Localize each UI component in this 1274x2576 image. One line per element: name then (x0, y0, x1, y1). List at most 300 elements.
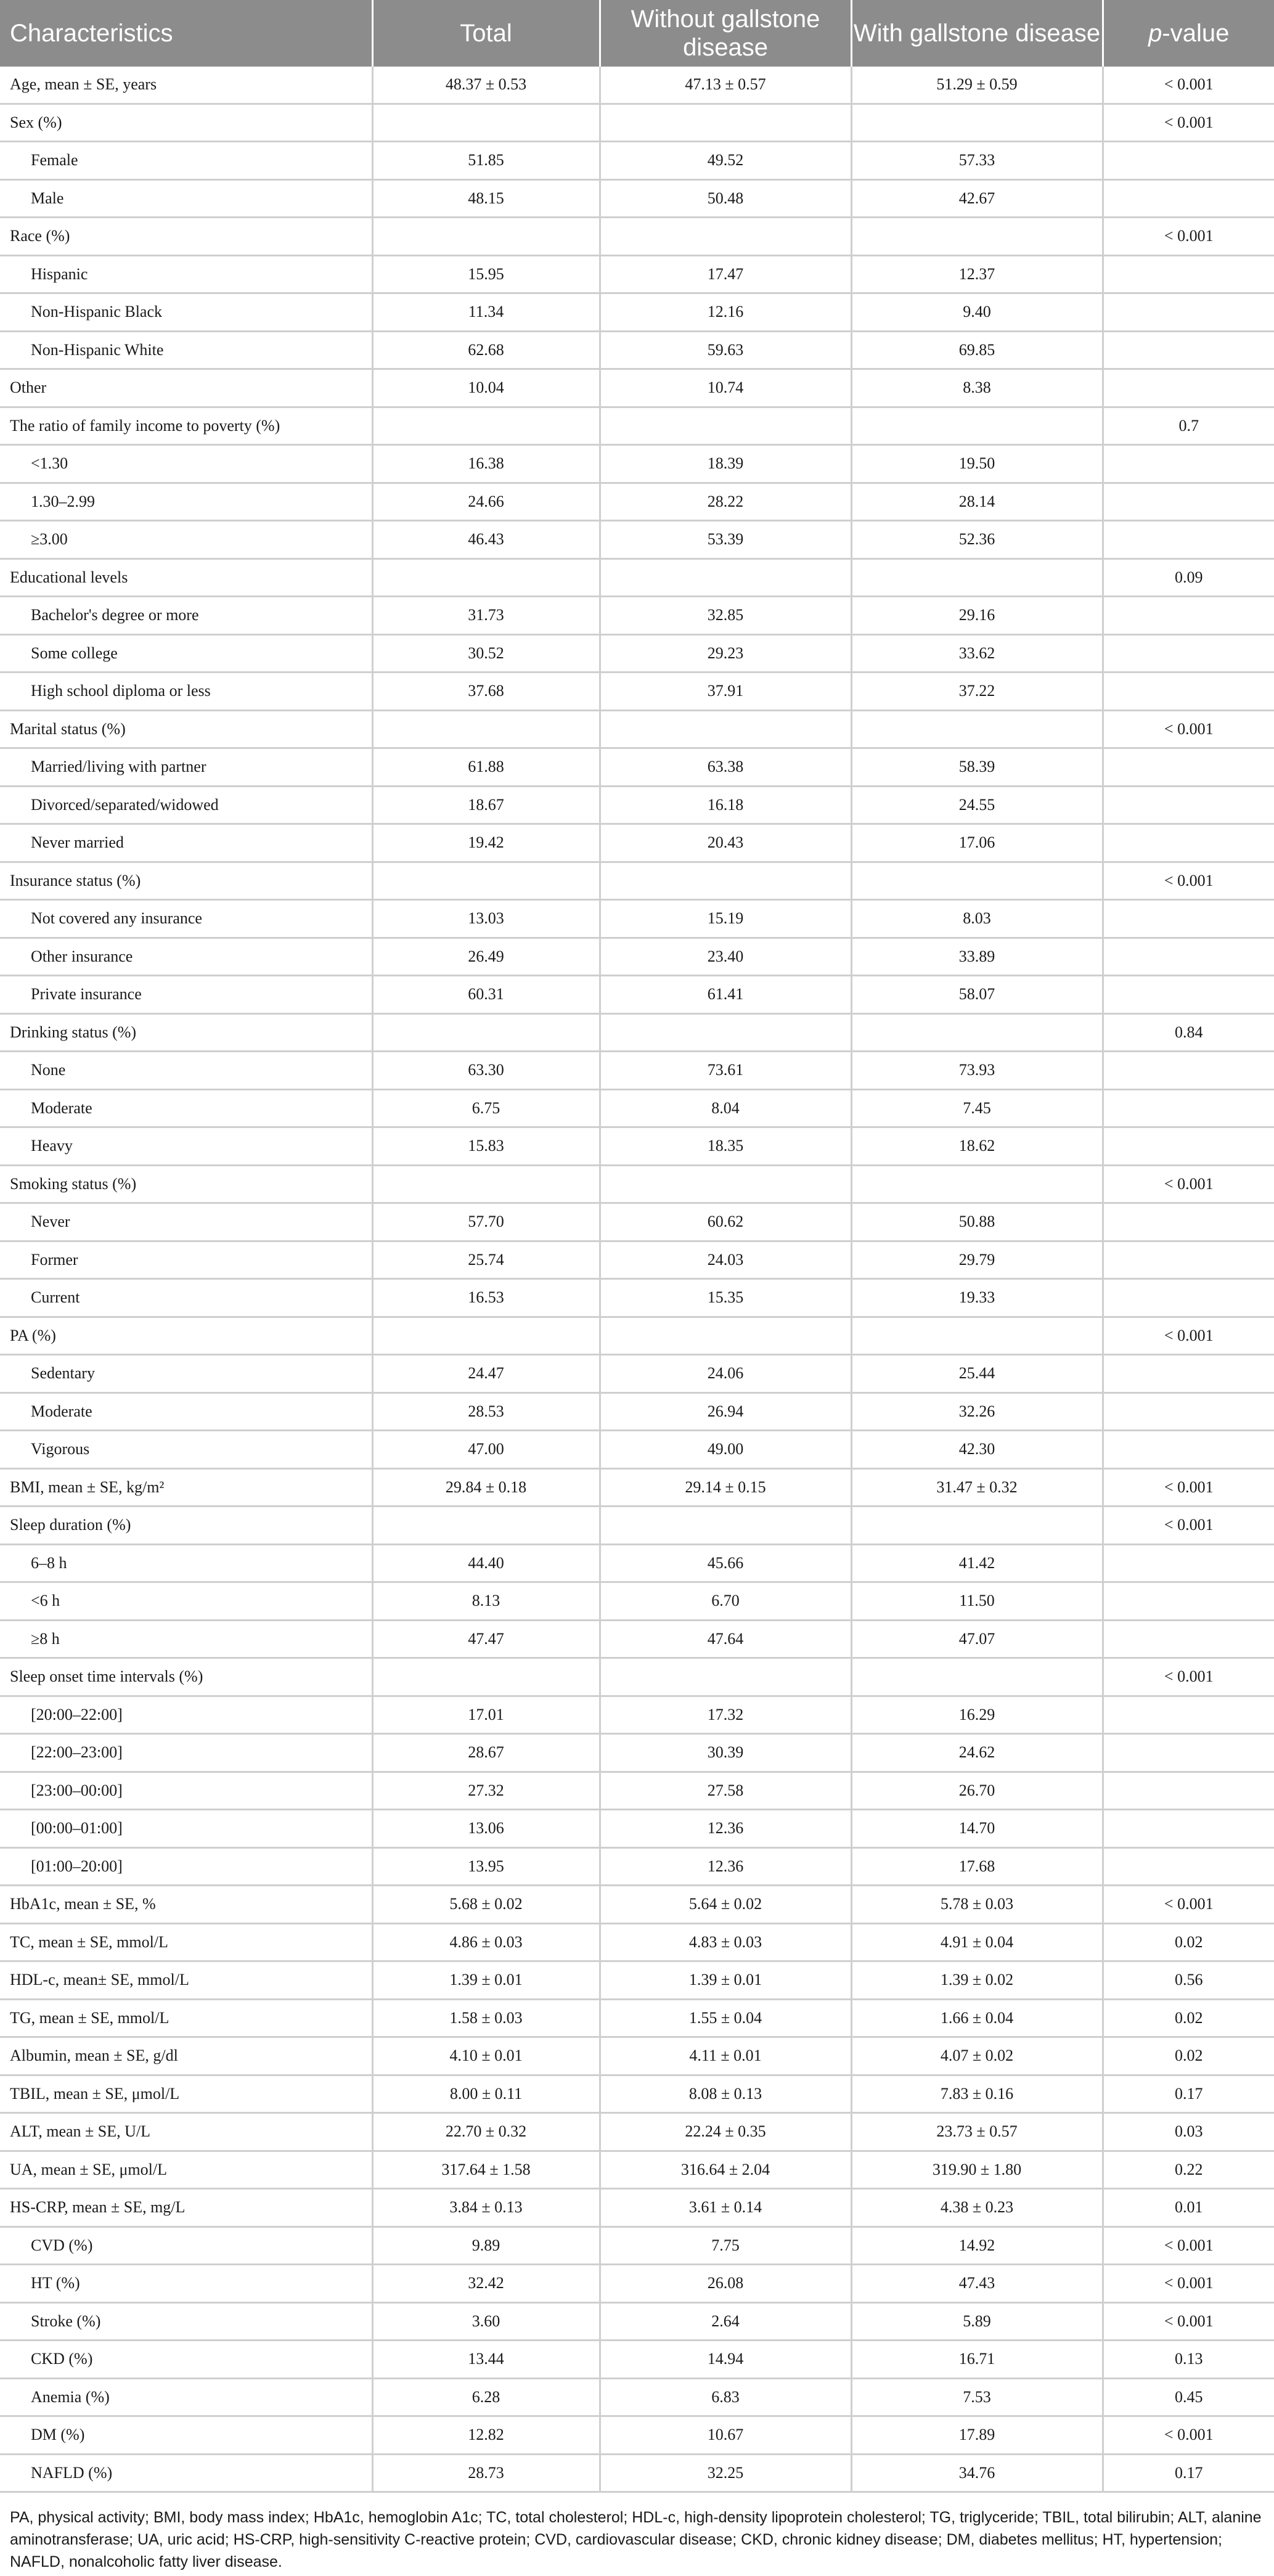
cell-with-gallstone: 69.85 (851, 331, 1103, 369)
row-label: Male (0, 179, 372, 218)
cell-with-gallstone: 5.78 ± 0.03 (851, 1886, 1103, 1924)
table-body (0, 67, 1274, 2492)
cell-with-gallstone: 23.73 ± 0.57 (851, 2113, 1103, 2151)
cell-total: 48.37 ± 0.53 (372, 67, 600, 104)
cell-with-gallstone: 47.43 (851, 2265, 1103, 2303)
cell-total: 47.00 (372, 1431, 600, 1469)
cell-p-value: 0.22 (1103, 2151, 1274, 2189)
table-row (0, 1999, 1274, 2037)
cell-with-gallstone: 29.79 (851, 1241, 1103, 1279)
table-row (0, 634, 1274, 673)
table-row (0, 445, 1274, 483)
cell-total: 46.43 (372, 521, 600, 559)
cell-p-value (1103, 369, 1274, 407)
row-label: Marital status (%) (0, 710, 372, 748)
cell-with-gallstone: 5.89 (851, 2302, 1103, 2341)
cell-with-gallstone (851, 218, 1103, 256)
cell-total: 9.89 (372, 2226, 600, 2265)
row-label: <1.30 (0, 445, 372, 483)
row-label: [01:00–20:00] (0, 1847, 372, 1886)
cell-with-gallstone: 34.76 (851, 2454, 1103, 2492)
row-label: Non-Hispanic Black (0, 293, 372, 332)
cell-p-value (1103, 1355, 1274, 1393)
header-row (0, 0, 1274, 67)
table-row (0, 2151, 1274, 2189)
cell-without-gallstone: 5.64 ± 0.02 (600, 1886, 851, 1924)
table-row (0, 976, 1274, 1014)
cell-without-gallstone: 4.11 ± 0.01 (600, 2037, 851, 2075)
cell-without-gallstone (600, 1165, 851, 1203)
table-row (0, 293, 1274, 332)
cell-p-value: < 0.001 (1103, 2416, 1274, 2455)
cell-p-value (1103, 255, 1274, 293)
table-row (0, 938, 1274, 976)
cell-without-gallstone: 18.39 (600, 445, 851, 483)
row-label: Drinking status (%) (0, 1013, 372, 1052)
cell-without-gallstone: 4.83 ± 0.03 (600, 1923, 851, 1961)
header-without-gallstone: Without gallstone disease (600, 0, 851, 67)
table-row (0, 900, 1274, 938)
cell-without-gallstone (600, 104, 851, 142)
table-row (0, 1127, 1274, 1166)
cell-total: 6.28 (372, 2378, 600, 2416)
cell-without-gallstone: 12.16 (600, 293, 851, 332)
cell-total: 28.67 (372, 1734, 600, 1772)
cell-without-gallstone: 15.35 (600, 1279, 851, 1317)
cell-with-gallstone: 26.70 (851, 1772, 1103, 1810)
row-label: ALT, mean ± SE, U/L (0, 2113, 372, 2151)
table-row (0, 1658, 1274, 1696)
table-row (0, 1810, 1274, 1848)
cell-without-gallstone: 10.74 (600, 369, 851, 407)
row-label: Sleep onset time intervals (%) (0, 1658, 372, 1696)
cell-total (372, 407, 600, 445)
cell-without-gallstone: 316.64 ± 2.04 (600, 2151, 851, 2189)
cell-with-gallstone: 18.62 (851, 1127, 1103, 1166)
row-label: Female (0, 142, 372, 180)
cell-total: 28.73 (372, 2454, 600, 2492)
cell-total: 25.74 (372, 1241, 600, 1279)
cell-without-gallstone (600, 1658, 851, 1696)
cell-with-gallstone: 50.88 (851, 1203, 1103, 1241)
table-row (0, 824, 1274, 862)
cell-with-gallstone: 1.66 ± 0.04 (851, 1999, 1103, 2037)
cell-total: 13.03 (372, 900, 600, 938)
table-row (0, 2378, 1274, 2416)
cell-without-gallstone: 73.61 (600, 1052, 851, 1090)
cell-without-gallstone: 1.55 ± 0.04 (600, 1999, 851, 2037)
header-with-gallstone: With gallstone disease (851, 0, 1103, 67)
cell-p-value (1103, 1620, 1274, 1658)
cell-with-gallstone: 17.68 (851, 1847, 1103, 1886)
cell-p-value: 0.09 (1103, 558, 1274, 597)
row-label: HbA1c, mean ± SE, % (0, 1886, 372, 1924)
cell-p-value (1103, 293, 1274, 332)
cell-with-gallstone: 32.26 (851, 1392, 1103, 1431)
cell-p-value (1103, 1431, 1274, 1469)
cell-p-value (1103, 1847, 1274, 1886)
cell-with-gallstone: 17.06 (851, 824, 1103, 862)
cell-total: 3.60 (372, 2302, 600, 2341)
row-label: UA, mean ± SE, μmol/L (0, 2151, 372, 2189)
cell-p-value: 0.02 (1103, 1923, 1274, 1961)
cell-total (372, 1317, 600, 1355)
table-row (0, 1961, 1274, 2000)
cell-p-value (1103, 1696, 1274, 1734)
cell-without-gallstone: 12.36 (600, 1810, 851, 1848)
cell-without-gallstone: 60.62 (600, 1203, 851, 1241)
cell-without-gallstone: 32.85 (600, 597, 851, 635)
cell-with-gallstone: 14.92 (851, 2226, 1103, 2265)
table-header (0, 0, 1274, 67)
cell-p-value (1103, 786, 1274, 824)
cell-total: 13.95 (372, 1847, 600, 1886)
cell-with-gallstone: 42.67 (851, 179, 1103, 218)
row-label: HT (%) (0, 2265, 372, 2303)
row-label: Moderate (0, 1089, 372, 1127)
cell-total: 28.53 (372, 1392, 600, 1431)
table-row (0, 1279, 1274, 1317)
cell-without-gallstone (600, 558, 851, 597)
row-label: Race (%) (0, 218, 372, 256)
cell-total: 3.84 ± 0.13 (372, 2189, 600, 2227)
cell-total (372, 1013, 600, 1052)
table-row (0, 2226, 1274, 2265)
table-row (0, 1620, 1274, 1658)
cell-total: 24.47 (372, 1355, 600, 1393)
cell-total: 15.83 (372, 1127, 600, 1166)
table-row (0, 710, 1274, 748)
row-label: 6–8 h (0, 1544, 372, 1582)
cell-p-value (1103, 1810, 1274, 1848)
cell-total: 10.04 (372, 369, 600, 407)
table-row (0, 1392, 1274, 1431)
cell-total: 26.49 (372, 938, 600, 976)
cell-total: 61.88 (372, 748, 600, 787)
header-characteristics: Characteristics (0, 0, 372, 67)
row-label: ≥3.00 (0, 521, 372, 559)
cell-total: 13.06 (372, 1810, 600, 1848)
cell-without-gallstone: 10.67 (600, 2416, 851, 2455)
cell-without-gallstone: 15.19 (600, 900, 851, 938)
cell-with-gallstone: 58.39 (851, 748, 1103, 787)
row-label: [22:00–23:00] (0, 1734, 372, 1772)
cell-p-value: 0.7 (1103, 407, 1274, 445)
cell-total: 15.95 (372, 255, 600, 293)
cell-with-gallstone: 16.71 (851, 2341, 1103, 2379)
cell-p-value: < 0.001 (1103, 104, 1274, 142)
cell-p-value: < 0.001 (1103, 1507, 1274, 1545)
table-row (0, 748, 1274, 787)
row-label: Other insurance (0, 938, 372, 976)
table-row (0, 255, 1274, 293)
cell-with-gallstone: 4.07 ± 0.02 (851, 2037, 1103, 2075)
cell-without-gallstone: 49.52 (600, 142, 851, 180)
cell-with-gallstone (851, 407, 1103, 445)
cell-p-value (1103, 976, 1274, 1014)
cell-with-gallstone: 41.42 (851, 1544, 1103, 1582)
row-label: TBIL, mean ± SE, μmol/L (0, 2075, 372, 2113)
cell-with-gallstone: 1.39 ± 0.02 (851, 1961, 1103, 2000)
cell-total: 37.68 (372, 673, 600, 711)
cell-p-value (1103, 1772, 1274, 1810)
cell-total: 16.53 (372, 1279, 600, 1317)
cell-with-gallstone: 57.33 (851, 142, 1103, 180)
table-row (0, 1923, 1274, 1961)
cell-p-value: 0.02 (1103, 2037, 1274, 2075)
cell-total: 27.32 (372, 1772, 600, 1810)
table-row (0, 1468, 1274, 1507)
row-label: Divorced/separated/widowed (0, 786, 372, 824)
cell-with-gallstone (851, 1658, 1103, 1696)
cell-with-gallstone: 24.62 (851, 1734, 1103, 1772)
cell-without-gallstone (600, 710, 851, 748)
table-row (0, 1507, 1274, 1545)
table-row (0, 179, 1274, 218)
cell-p-value (1103, 1734, 1274, 1772)
row-label: Some college (0, 634, 372, 673)
cell-with-gallstone: 31.47 ± 0.32 (851, 1468, 1103, 1507)
cell-p-value: < 0.001 (1103, 1658, 1274, 1696)
row-label: Never married (0, 824, 372, 862)
row-label: HDL-c, mean± SE, mmol/L (0, 1961, 372, 2000)
cell-without-gallstone (600, 1317, 851, 1355)
table-row (0, 2037, 1274, 2075)
table-row (0, 218, 1274, 256)
row-label: [20:00–22:00] (0, 1696, 372, 1734)
cell-without-gallstone: 49.00 (600, 1431, 851, 1469)
cell-without-gallstone: 29.14 ± 0.15 (600, 1468, 851, 1507)
row-label: Sedentary (0, 1355, 372, 1393)
cell-p-value: 0.13 (1103, 2341, 1274, 2379)
cell-without-gallstone: 1.39 ± 0.01 (600, 1961, 851, 2000)
cell-p-value (1103, 483, 1274, 521)
cell-total: 317.64 ± 1.58 (372, 2151, 600, 2189)
row-label: Stroke (%) (0, 2302, 372, 2341)
table-row (0, 2113, 1274, 2151)
cell-with-gallstone (851, 1507, 1103, 1545)
row-label: CVD (%) (0, 2226, 372, 2265)
cell-total (372, 710, 600, 748)
row-label: Vigorous (0, 1431, 372, 1469)
cell-total: 8.00 ± 0.11 (372, 2075, 600, 2113)
row-label: DM (%) (0, 2416, 372, 2455)
cell-with-gallstone (851, 104, 1103, 142)
cell-with-gallstone: 16.29 (851, 1696, 1103, 1734)
table-row (0, 1241, 1274, 1279)
cell-with-gallstone: 19.33 (851, 1279, 1103, 1317)
cell-total: 13.44 (372, 2341, 600, 2379)
row-label: Sex (%) (0, 104, 372, 142)
row-label: Anemia (%) (0, 2378, 372, 2416)
cell-total: 24.66 (372, 483, 600, 521)
cell-p-value (1103, 521, 1274, 559)
cell-total: 62.68 (372, 331, 600, 369)
row-label: 1.30–2.99 (0, 483, 372, 521)
table-row (0, 1052, 1274, 1090)
cell-total (372, 1507, 600, 1545)
cell-with-gallstone: 58.07 (851, 976, 1103, 1014)
cell-without-gallstone: 7.75 (600, 2226, 851, 2265)
cell-without-gallstone: 47.64 (600, 1620, 851, 1658)
row-label: ≥8 h (0, 1620, 372, 1658)
cell-total (372, 1658, 600, 1696)
row-label: Educational levels (0, 558, 372, 597)
row-label: Albumin, mean ± SE, g/dl (0, 2037, 372, 2075)
cell-p-value: < 0.001 (1103, 2302, 1274, 2341)
cell-p-value: < 0.001 (1103, 710, 1274, 748)
cell-with-gallstone (851, 862, 1103, 900)
cell-with-gallstone: 8.38 (851, 369, 1103, 407)
cell-p-value: 0.84 (1103, 1013, 1274, 1052)
row-label: Smoking status (%) (0, 1165, 372, 1203)
table-row (0, 1089, 1274, 1127)
table-row (0, 1355, 1274, 1393)
cell-p-value (1103, 900, 1274, 938)
table-row (0, 2341, 1274, 2379)
cell-p-value (1103, 1052, 1274, 1090)
cell-with-gallstone: 11.50 (851, 1582, 1103, 1621)
cell-total: 1.58 ± 0.03 (372, 1999, 600, 2037)
cell-with-gallstone (851, 1165, 1103, 1203)
cell-without-gallstone: 28.22 (600, 483, 851, 521)
cell-p-value: 0.17 (1103, 2075, 1274, 2113)
cell-total: 51.85 (372, 142, 600, 180)
cell-without-gallstone: 30.39 (600, 1734, 851, 1772)
cell-without-gallstone: 61.41 (600, 976, 851, 1014)
cell-total: 30.52 (372, 634, 600, 673)
cell-p-value (1103, 1241, 1274, 1279)
cell-total: 11.34 (372, 293, 600, 332)
cell-with-gallstone (851, 1013, 1103, 1052)
cell-p-value: 0.03 (1103, 2113, 1274, 2151)
table-row (0, 2265, 1274, 2303)
cell-p-value: < 0.001 (1103, 218, 1274, 256)
cell-total: 8.13 (372, 1582, 600, 1621)
table-row (0, 1013, 1274, 1052)
row-label: Insurance status (%) (0, 862, 372, 900)
cell-total: 31.73 (372, 597, 600, 635)
cell-p-value (1103, 597, 1274, 635)
cell-without-gallstone: 8.08 ± 0.13 (600, 2075, 851, 2113)
cell-with-gallstone: 14.70 (851, 1810, 1103, 1848)
cell-p-value: < 0.001 (1103, 67, 1274, 104)
cell-p-value (1103, 938, 1274, 976)
cell-p-value: 0.17 (1103, 2454, 1274, 2492)
row-label: Other (0, 369, 372, 407)
row-label: Not covered any insurance (0, 900, 372, 938)
cell-without-gallstone: 17.32 (600, 1696, 851, 1734)
table-row (0, 597, 1274, 635)
cell-with-gallstone: 33.89 (851, 938, 1103, 976)
cell-with-gallstone: 51.29 ± 0.59 (851, 67, 1103, 104)
table-row (0, 483, 1274, 521)
cell-without-gallstone: 63.38 (600, 748, 851, 787)
cell-with-gallstone (851, 710, 1103, 748)
cell-with-gallstone: 9.40 (851, 293, 1103, 332)
cell-p-value (1103, 1127, 1274, 1166)
cell-with-gallstone: 7.53 (851, 2378, 1103, 2416)
cell-with-gallstone: 47.07 (851, 1620, 1103, 1658)
cell-total: 63.30 (372, 1052, 600, 1090)
cell-p-value: < 0.001 (1103, 1886, 1274, 1924)
cell-p-value: 0.02 (1103, 1999, 1274, 2037)
cell-p-value: < 0.001 (1103, 1165, 1274, 1203)
row-label: Heavy (0, 1127, 372, 1166)
cell-total: 57.70 (372, 1203, 600, 1241)
row-label: BMI, mean ± SE, kg/m² (0, 1468, 372, 1507)
table-row (0, 104, 1274, 142)
cell-with-gallstone: 24.55 (851, 786, 1103, 824)
table-row (0, 2075, 1274, 2113)
table-row (0, 407, 1274, 445)
cell-total: 12.82 (372, 2416, 600, 2455)
table-row (0, 2454, 1274, 2492)
table-footnote: PA, physical activity; BMI, body mass index; HbA1c, hemoglobin A1c; TC, total cholesterol; HDL-c, high-density lipoprotein cholesterol; TG, triglyceride; TBIL, total bilirubin; ALT, alanine aminotransferase; UA, uric acid; HS-CRP, high-sensitivity C-reactive protein; CVD, cardiovascular disease; CKD, chronic kidney disease; DM, diabetes mellitus; HT, hypertension; NAFLD, nonalcoholic fatty liver disease. (10, 2509, 1262, 2570)
table-row (0, 1734, 1274, 1772)
cell-with-gallstone: 12.37 (851, 255, 1103, 293)
cell-total: 4.10 ± 0.01 (372, 2037, 600, 2075)
cell-total: 16.38 (372, 445, 600, 483)
cell-total: 60.31 (372, 976, 600, 1014)
table-row (0, 1886, 1274, 1924)
cell-without-gallstone (600, 1507, 851, 1545)
cell-with-gallstone: 33.62 (851, 634, 1103, 673)
cell-without-gallstone: 53.39 (600, 521, 851, 559)
cell-with-gallstone: 28.14 (851, 483, 1103, 521)
cell-without-gallstone: 50.48 (600, 179, 851, 218)
cell-without-gallstone: 14.94 (600, 2341, 851, 2379)
cell-without-gallstone: 6.70 (600, 1582, 851, 1621)
row-label: The ratio of family income to poverty (%) (0, 407, 372, 445)
table-row (0, 558, 1274, 597)
row-label: HS-CRP, mean ± SE, mg/L (0, 2189, 372, 2227)
cell-with-gallstone: 52.36 (851, 521, 1103, 559)
row-label: Bachelor's degree or more (0, 597, 372, 635)
header-total: Total (372, 0, 600, 67)
cell-p-value (1103, 1544, 1274, 1582)
cell-without-gallstone: 26.94 (600, 1392, 851, 1431)
row-label: High school diploma or less (0, 673, 372, 711)
row-label: Sleep duration (%) (0, 1507, 372, 1545)
header-p-italic: p (1148, 20, 1162, 47)
cell-without-gallstone: 17.47 (600, 255, 851, 293)
cell-without-gallstone: 8.04 (600, 1089, 851, 1127)
table-row (0, 1582, 1274, 1621)
cell-with-gallstone: 4.38 ± 0.23 (851, 2189, 1103, 2227)
cell-p-value (1103, 634, 1274, 673)
table-row (0, 331, 1274, 369)
cell-without-gallstone: 22.24 ± 0.35 (600, 2113, 851, 2151)
row-label: Age, mean ± SE, years (0, 67, 372, 104)
cell-with-gallstone: 319.90 ± 1.80 (851, 2151, 1103, 2189)
cell-total (372, 862, 600, 900)
cell-without-gallstone (600, 862, 851, 900)
cell-total: 19.42 (372, 824, 600, 862)
row-label: NAFLD (%) (0, 2454, 372, 2492)
cell-p-value: < 0.001 (1103, 1468, 1274, 1507)
row-label: Former (0, 1241, 372, 1279)
cell-p-value (1103, 1279, 1274, 1317)
cell-total (372, 558, 600, 597)
table-row (0, 673, 1274, 711)
table-row (0, 369, 1274, 407)
table-row (0, 862, 1274, 900)
cell-p-value (1103, 331, 1274, 369)
cell-p-value: < 0.001 (1103, 1317, 1274, 1355)
cell-with-gallstone: 29.16 (851, 597, 1103, 635)
cell-total: 5.68 ± 0.02 (372, 1886, 600, 1924)
